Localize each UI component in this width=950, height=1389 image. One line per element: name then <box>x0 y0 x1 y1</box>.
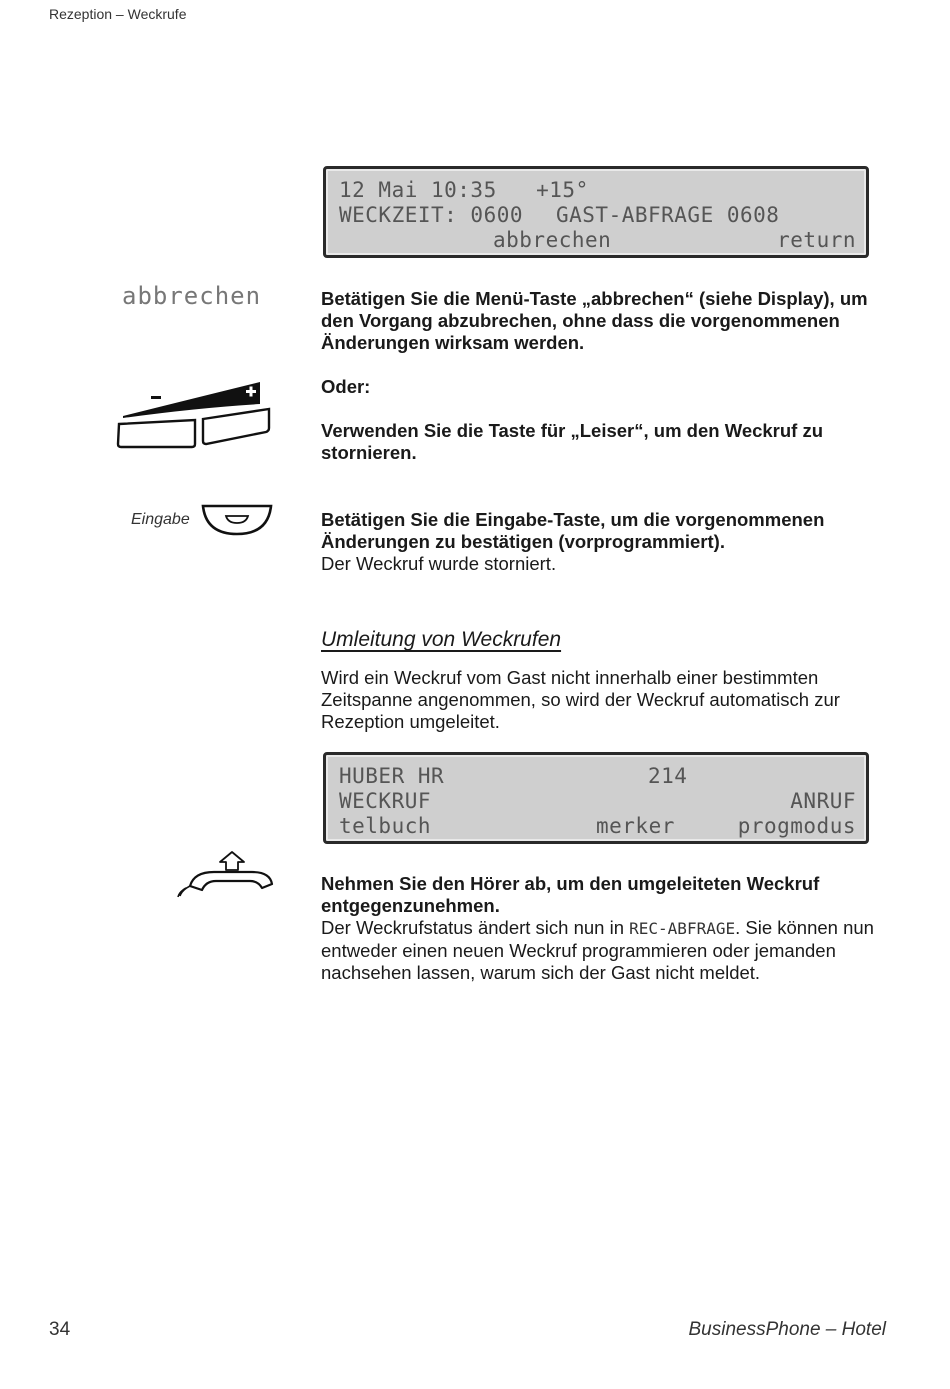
display-softkey-return[interactable]: return <box>777 228 856 252</box>
handset-lift-icon <box>176 850 276 900</box>
step-abheben-normal-1: Der Weckrufstatus ändert sich nun in <box>321 917 630 938</box>
running-header: Rezeption – Weckrufe <box>49 6 187 22</box>
display-weckzeit: WECKZEIT: 0600 <box>339 203 524 227</box>
step-abheben-normal-2: . Sie können nun entweder einen neuen Weckruf programmieren oder jemanden nachsehen lassen, warum sich der Gast nicht meldet. <box>321 917 874 983</box>
phone-display-2 <box>323 752 869 844</box>
page-number: 34 <box>49 1319 71 1340</box>
display-call-status: WECKRUF <box>339 789 432 813</box>
eingabe-key-icon <box>200 503 274 537</box>
rec-abfrage-code: REC-ABFRAGE <box>629 919 736 938</box>
phone-display-1 <box>323 166 869 258</box>
step-abbrechen-text: Betätigen Sie die Menü-Taste „abbrechen“ (siehe Display), um den Vorgang abzubrechen, ohne dass die vorgenommenen Änderungen wirksam werden. <box>321 288 868 353</box>
eingabe-key-label: Eingabe <box>131 511 190 528</box>
display-anruf: ANRUF <box>790 789 856 813</box>
step-abheben-text <box>321 873 891 984</box>
softkey-abbrechen-label: abbrechen <box>122 282 262 310</box>
section-title: Umleitung von Weckrufen <box>321 628 562 651</box>
display-room-number: 214 <box>648 764 688 788</box>
display-softkey-abbrechen[interactable]: abbrechen <box>493 228 612 252</box>
display-softkey-merker[interactable]: merker <box>596 814 675 838</box>
product-name: BusinessPhone – Hotel <box>688 1319 886 1340</box>
display-gast-abfrage: GAST-ABFRAGE 0608 <box>556 203 780 227</box>
section-intro: Wird ein Weckruf vom Gast nicht innerhalb einer bestimmten Zeitspanne angenommen, so wird der Weckruf automatisch zur Rezeption umgeleitet. <box>321 667 840 732</box>
step-eingabe-text <box>321 509 891 575</box>
display-guest-name: HUBER HR <box>339 764 445 788</box>
display-line-date: 12 Mai 10:35 +15° <box>339 178 589 202</box>
step-eingabe-bold: Betätigen Sie die Eingabe-Taste, um die vorgenommenen Änderungen zu bestätigen (vorprogrammiert). <box>321 509 825 552</box>
oder-label: Oder: <box>321 376 371 397</box>
display-softkey-progmodus[interactable]: progmodus <box>737 814 856 838</box>
display-softkey-telbuch[interactable]: telbuch <box>339 814 432 838</box>
step-eingabe-result: Der Weckruf wurde storniert. <box>321 553 557 574</box>
step-leiser-text: Verwenden Sie die Taste für „Leiser“, um den Weckruf zu stornieren. <box>321 420 824 463</box>
volume-keys-icon <box>115 378 275 450</box>
step-abheben-bold: Nehmen Sie den Hörer ab, um den umgeleiteten Weckruf entgegenzunehmen. <box>321 873 820 916</box>
